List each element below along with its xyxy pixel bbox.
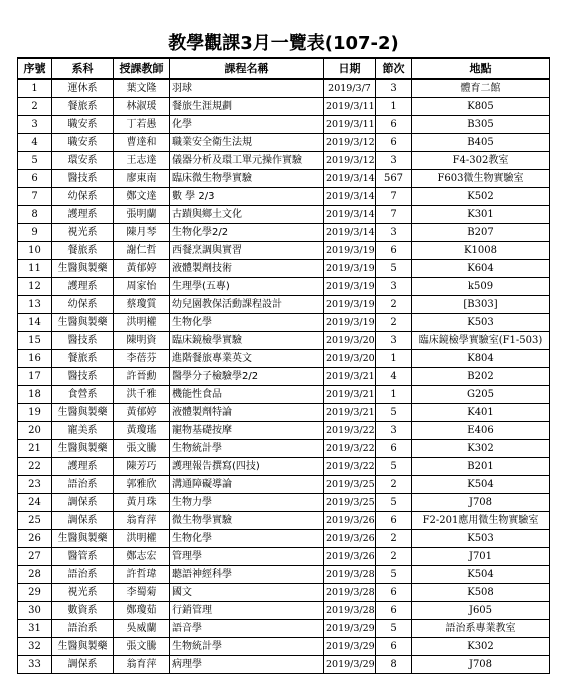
department-cell: 運休系 [52, 79, 114, 98]
row-number: 3 [18, 116, 52, 134]
department-cell: 醫技系 [52, 332, 114, 350]
department-cell: 生醫與製藥 [52, 440, 114, 458]
course-name-cell: 臨床微生物學實驗 [170, 170, 324, 188]
row-number: 5 [18, 152, 52, 170]
location-cell: J701 [412, 548, 550, 566]
teacher-cell: 李蓓芬 [114, 350, 170, 368]
location-cell: B201 [412, 458, 550, 476]
department-cell: 語治系 [52, 620, 114, 638]
course-name-cell: 聽語神經科學 [170, 566, 324, 584]
date-cell: 2019/3/22 [324, 422, 376, 440]
row-number: 24 [18, 494, 52, 512]
teacher-cell: 丁若愚 [114, 116, 170, 134]
header-period: 節次 [376, 58, 412, 79]
period-cell: 3 [376, 79, 412, 98]
period-cell: 6 [376, 638, 412, 656]
location-cell: 體育二館 [412, 79, 550, 98]
location-cell: B207 [412, 224, 550, 242]
department-cell: 生醫與製藥 [52, 314, 114, 332]
course-name-cell: 溝通障礙導論 [170, 476, 324, 494]
row-number: 13 [18, 296, 52, 314]
table-row [18, 350, 550, 368]
teacher-cell: 黃瓊瑤 [114, 422, 170, 440]
location-cell: J708 [412, 494, 550, 512]
header-date: 日期 [324, 58, 376, 79]
period-cell: 3 [376, 152, 412, 170]
department-cell: 生醫與製藥 [52, 530, 114, 548]
teacher-cell: 鄭文達 [114, 188, 170, 206]
date-cell: 2019/3/26 [324, 512, 376, 530]
location-cell: K502 [412, 188, 550, 206]
date-cell: 2019/3/11 [324, 116, 376, 134]
period-cell: 5 [376, 494, 412, 512]
date-cell: 2019/3/25 [324, 476, 376, 494]
location-cell: B202 [412, 368, 550, 386]
period-cell: 567 [376, 170, 412, 188]
row-number: 11 [18, 260, 52, 278]
course-name-cell: 生物統計學 [170, 638, 324, 656]
page-title: 教學觀課3月一覽表(107-2) [168, 33, 399, 54]
table-row [18, 134, 550, 152]
course-name-cell: 國文 [170, 584, 324, 602]
teacher-cell: 黃郁婷 [114, 260, 170, 278]
teacher-cell: 蔡瓊質 [114, 296, 170, 314]
course-name-cell: 數 學 2/3 [170, 188, 324, 206]
teacher-cell: 翁育萍 [114, 512, 170, 530]
schedule-table [17, 57, 550, 674]
teacher-cell: 洪明權 [114, 314, 170, 332]
period-cell: 6 [376, 602, 412, 620]
period-cell: 2 [376, 530, 412, 548]
teacher-cell: 洪明權 [114, 530, 170, 548]
department-cell: 醫管系 [52, 548, 114, 566]
row-number: 23 [18, 476, 52, 494]
table-row [18, 98, 550, 116]
period-cell: 5 [376, 566, 412, 584]
table-row [18, 314, 550, 332]
header-dept: 系科 [52, 58, 114, 79]
date-cell: 2019/3/7 [324, 79, 376, 98]
period-cell: 6 [376, 242, 412, 260]
teacher-cell: 張文騰 [114, 440, 170, 458]
row-number: 31 [18, 620, 52, 638]
teacher-cell: 郭雅欣 [114, 476, 170, 494]
location-cell: K804 [412, 350, 550, 368]
department-cell: 餐旅系 [52, 242, 114, 260]
date-cell: 2019/3/11 [324, 98, 376, 116]
location-cell: K508 [412, 584, 550, 602]
teacher-cell: 陳芳巧 [114, 458, 170, 476]
course-name-cell: 幼兒園教保活動課程設計 [170, 296, 324, 314]
department-cell: 醫技系 [52, 368, 114, 386]
department-cell: 寵美系 [52, 422, 114, 440]
date-cell: 2019/3/12 [324, 134, 376, 152]
table-row [18, 440, 550, 458]
period-cell: 3 [376, 278, 412, 296]
period-cell: 7 [376, 206, 412, 224]
course-name-cell: 儀器分析及環工單元操作實驗 [170, 152, 324, 170]
course-name-cell: 生物力學 [170, 494, 324, 512]
period-cell: 6 [376, 134, 412, 152]
date-cell: 2019/3/29 [324, 656, 376, 674]
row-number: 16 [18, 350, 52, 368]
date-cell: 2019/3/14 [324, 224, 376, 242]
course-name-cell: 進階餐旅專業英文 [170, 350, 324, 368]
table-row [18, 458, 550, 476]
row-number: 27 [18, 548, 52, 566]
row-number: 32 [18, 638, 52, 656]
teacher-cell: 許哲瑋 [114, 566, 170, 584]
course-name-cell: 化學 [170, 116, 324, 134]
department-cell: 護理系 [52, 278, 114, 296]
location-cell: K503 [412, 314, 550, 332]
course-name-cell: 臨床鏡檢學實驗 [170, 332, 324, 350]
teacher-cell: 曹達和 [114, 134, 170, 152]
location-cell: K302 [412, 440, 550, 458]
department-cell: 護理系 [52, 458, 114, 476]
teacher-cell: 鄭瓊茹 [114, 602, 170, 620]
course-name-cell: 職業安全衛生法規 [170, 134, 324, 152]
course-name-cell: 行銷管理 [170, 602, 324, 620]
location-cell: K504 [412, 566, 550, 584]
date-cell: 2019/3/29 [324, 620, 376, 638]
table-row [18, 206, 550, 224]
date-cell: 2019/3/14 [324, 206, 376, 224]
department-cell: 環安系 [52, 152, 114, 170]
row-number: 12 [18, 278, 52, 296]
period-cell: 2 [376, 476, 412, 494]
date-cell: 2019/3/19 [324, 296, 376, 314]
table-row [18, 260, 550, 278]
department-cell: 生醫與製藥 [52, 638, 114, 656]
table-row [18, 79, 550, 98]
table-row [18, 476, 550, 494]
teacher-cell: 黃郁婷 [114, 404, 170, 422]
table-row [18, 152, 550, 170]
table-row [18, 584, 550, 602]
location-cell: K503 [412, 530, 550, 548]
teacher-cell: 鄭志宏 [114, 548, 170, 566]
date-cell: 2019/3/28 [324, 566, 376, 584]
header-row [18, 58, 550, 79]
teacher-cell: 吳威蘭 [114, 620, 170, 638]
table-row [18, 422, 550, 440]
period-cell: 5 [376, 260, 412, 278]
period-cell: 5 [376, 620, 412, 638]
location-cell: K401 [412, 404, 550, 422]
row-number: 18 [18, 386, 52, 404]
location-cell: B405 [412, 134, 550, 152]
location-cell: 臨床鏡檢學實驗室(F1-503) [412, 332, 550, 350]
course-name-cell: 生理學(五專) [170, 278, 324, 296]
table-row [18, 638, 550, 656]
location-cell: 語治系專業教室 [412, 620, 550, 638]
teacher-cell: 李蜀菊 [114, 584, 170, 602]
course-name-cell: 機能性食品 [170, 386, 324, 404]
date-cell: 2019/3/19 [324, 260, 376, 278]
teacher-cell: 葉文隆 [114, 79, 170, 98]
department-cell: 生醫與製藥 [52, 404, 114, 422]
date-cell: 2019/3/19 [324, 278, 376, 296]
row-number: 2 [18, 98, 52, 116]
teacher-cell: 周家怡 [114, 278, 170, 296]
period-cell: 6 [376, 440, 412, 458]
location-cell: F4-302教室 [412, 152, 550, 170]
table-row [18, 494, 550, 512]
course-name-cell: 病理學 [170, 656, 324, 674]
department-cell: 語治系 [52, 476, 114, 494]
date-cell: 2019/3/28 [324, 602, 376, 620]
location-cell: [B303] [412, 296, 550, 314]
row-number: 14 [18, 314, 52, 332]
date-cell: 2019/3/28 [324, 584, 376, 602]
table-row [18, 368, 550, 386]
course-name-cell: 生物化學 [170, 314, 324, 332]
date-cell: 2019/3/20 [324, 350, 376, 368]
department-cell: 調保系 [52, 512, 114, 530]
department-cell: 餐旅系 [52, 350, 114, 368]
row-number: 25 [18, 512, 52, 530]
row-number: 7 [18, 188, 52, 206]
teacher-cell: 黃月珠 [114, 494, 170, 512]
course-name-cell: 醫學分子檢驗學2/2 [170, 368, 324, 386]
course-name-cell: 液體製劑特論 [170, 404, 324, 422]
location-cell: K805 [412, 98, 550, 116]
row-number: 4 [18, 134, 52, 152]
department-cell: 幼保系 [52, 296, 114, 314]
date-cell: 2019/3/20 [324, 332, 376, 350]
teacher-cell: 王志達 [114, 152, 170, 170]
period-cell: 1 [376, 386, 412, 404]
teacher-cell: 廖東南 [114, 170, 170, 188]
table-row [18, 548, 550, 566]
location-cell: K604 [412, 260, 550, 278]
row-number: 17 [18, 368, 52, 386]
date-cell: 2019/3/14 [324, 170, 376, 188]
table-row [18, 116, 550, 134]
row-number: 8 [18, 206, 52, 224]
location-cell: K504 [412, 476, 550, 494]
table-row [18, 530, 550, 548]
table-row [18, 620, 550, 638]
department-cell: 職安系 [52, 116, 114, 134]
row-number: 28 [18, 566, 52, 584]
course-name-cell: 羽球 [170, 79, 324, 98]
table-row [18, 602, 550, 620]
department-cell: 餐旅系 [52, 98, 114, 116]
date-cell: 2019/3/26 [324, 530, 376, 548]
row-number: 6 [18, 170, 52, 188]
date-cell: 2019/3/14 [324, 188, 376, 206]
period-cell: 6 [376, 584, 412, 602]
table-row [18, 296, 550, 314]
teacher-cell: 許晉勳 [114, 368, 170, 386]
row-number: 22 [18, 458, 52, 476]
period-cell: 2 [376, 548, 412, 566]
table-row [18, 242, 550, 260]
department-cell: 幼保系 [52, 188, 114, 206]
department-cell: 調保系 [52, 494, 114, 512]
period-cell: 1 [376, 98, 412, 116]
location-cell: F2-201應用微生物實驗室 [412, 512, 550, 530]
department-cell: 視光系 [52, 584, 114, 602]
table-body [18, 79, 550, 674]
table-row [18, 404, 550, 422]
row-number: 26 [18, 530, 52, 548]
department-cell: 生醫與製藥 [52, 260, 114, 278]
course-name-cell: 微生物學實驗 [170, 512, 324, 530]
period-cell: 6 [376, 116, 412, 134]
department-cell: 語治系 [52, 566, 114, 584]
department-cell: 職安系 [52, 134, 114, 152]
date-cell: 2019/3/25 [324, 494, 376, 512]
date-cell: 2019/3/22 [324, 458, 376, 476]
department-cell: 食營系 [52, 386, 114, 404]
date-cell: 2019/3/19 [324, 314, 376, 332]
header-teacher: 授課教師 [114, 58, 170, 79]
date-cell: 2019/3/12 [324, 152, 376, 170]
table-row [18, 188, 550, 206]
table-row [18, 170, 550, 188]
course-name-cell: 護理報告撰寫(四技) [170, 458, 324, 476]
location-cell: k509 [412, 278, 550, 296]
row-number: 19 [18, 404, 52, 422]
location-cell: F603微生物實驗室 [412, 170, 550, 188]
period-cell: 8 [376, 656, 412, 674]
teacher-cell: 張明蘭 [114, 206, 170, 224]
date-cell: 2019/3/29 [324, 638, 376, 656]
table-row [18, 386, 550, 404]
row-number: 21 [18, 440, 52, 458]
period-cell: 5 [376, 458, 412, 476]
location-cell: E406 [412, 422, 550, 440]
date-cell: 2019/3/21 [324, 368, 376, 386]
period-cell: 5 [376, 404, 412, 422]
department-cell: 視光系 [52, 224, 114, 242]
course-name-cell: 生物化學2/2 [170, 224, 324, 242]
course-name-cell: 餐旅生涯規劃 [170, 98, 324, 116]
location-cell: K301 [412, 206, 550, 224]
row-number: 29 [18, 584, 52, 602]
location-cell: J708 [412, 656, 550, 674]
course-name-cell: 西餐烹調與實習 [170, 242, 324, 260]
department-cell: 數資系 [52, 602, 114, 620]
course-name-cell: 古蹟與鄉土文化 [170, 206, 324, 224]
table-row [18, 224, 550, 242]
teacher-cell: 陳月琴 [114, 224, 170, 242]
period-cell: 2 [376, 314, 412, 332]
course-name-cell: 語音學 [170, 620, 324, 638]
department-cell: 調保系 [52, 656, 114, 674]
row-number: 1 [18, 79, 52, 98]
period-cell: 6 [376, 512, 412, 530]
period-cell: 1 [376, 350, 412, 368]
course-name-cell: 寵物基礎按摩 [170, 422, 324, 440]
teacher-cell: 洪千雅 [114, 386, 170, 404]
period-cell: 7 [376, 188, 412, 206]
header-course: 課程名稱 [170, 58, 324, 79]
teacher-cell: 張文騰 [114, 638, 170, 656]
row-number: 20 [18, 422, 52, 440]
header-no: 序號 [18, 58, 52, 79]
table-row [18, 512, 550, 530]
department-cell: 醫技系 [52, 170, 114, 188]
date-cell: 2019/3/26 [324, 548, 376, 566]
row-number: 9 [18, 224, 52, 242]
course-name-cell: 液體製劑技術 [170, 260, 324, 278]
period-cell: 3 [376, 332, 412, 350]
period-cell: 3 [376, 224, 412, 242]
period-cell: 2 [376, 296, 412, 314]
row-number: 33 [18, 656, 52, 674]
date-cell: 2019/3/19 [324, 242, 376, 260]
row-number: 10 [18, 242, 52, 260]
course-name-cell: 管理學 [170, 548, 324, 566]
date-cell: 2019/3/21 [324, 386, 376, 404]
course-name-cell: 生物化學 [170, 530, 324, 548]
teacher-cell: 陳明資 [114, 332, 170, 350]
location-cell: J605 [412, 602, 550, 620]
location-cell: K302 [412, 638, 550, 656]
location-cell: B305 [412, 116, 550, 134]
teacher-cell: 翁育萍 [114, 656, 170, 674]
table-row [18, 566, 550, 584]
course-name-cell: 生物統計學 [170, 440, 324, 458]
period-cell: 4 [376, 368, 412, 386]
row-number: 15 [18, 332, 52, 350]
teacher-cell: 林淑瑗 [114, 98, 170, 116]
table-row [18, 278, 550, 296]
department-cell: 護理系 [52, 206, 114, 224]
table-row [18, 332, 550, 350]
table-row [18, 656, 550, 674]
location-cell: K1008 [412, 242, 550, 260]
period-cell: 3 [376, 422, 412, 440]
teacher-cell: 謝仁哲 [114, 242, 170, 260]
location-cell: G205 [412, 386, 550, 404]
date-cell: 2019/3/22 [324, 440, 376, 458]
row-number: 30 [18, 602, 52, 620]
header-room: 地點 [412, 58, 550, 79]
date-cell: 2019/3/21 [324, 404, 376, 422]
